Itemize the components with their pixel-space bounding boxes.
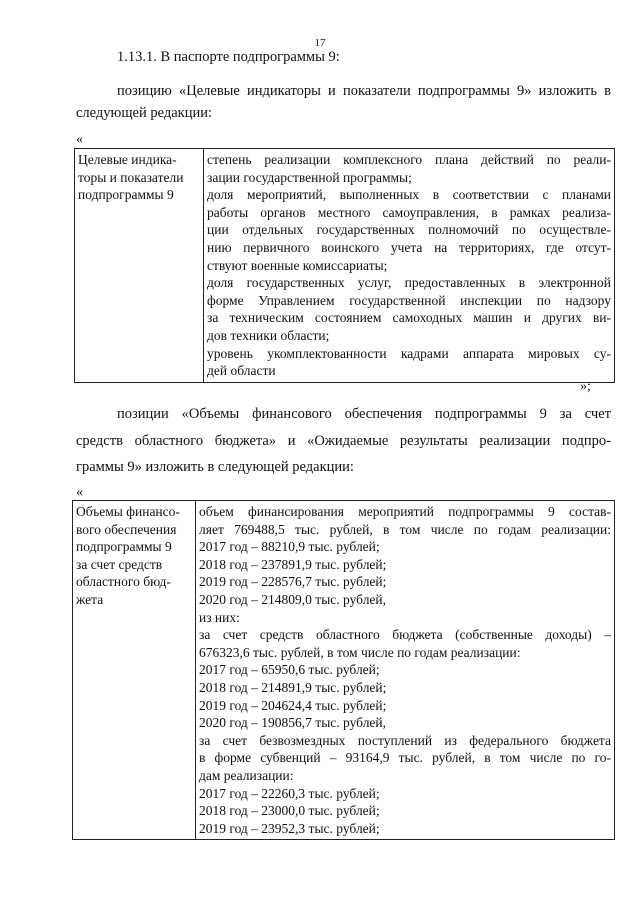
- content-line: зации государственной программы;: [207, 169, 412, 185]
- content-line: 2017 год – 65950,6 тыс. рублей;: [199, 662, 380, 678]
- content-line: степень реализации комплексного плана действий по реали-: [207, 152, 611, 167]
- content-line: 2019 год – 23952,3 тыс. рублей;: [199, 820, 380, 836]
- content-line: дей области: [207, 363, 276, 379]
- indicators-row: [75, 149, 615, 383]
- content-line: дов техники области;: [207, 327, 330, 343]
- content-line: 2019 год – 204624,4 тыс. рублей;: [199, 697, 387, 713]
- label-line: торы и показатели: [78, 169, 184, 185]
- label-line: подпрограммы 9: [78, 187, 174, 203]
- content-line: объем финансирования мероприятий подпрограммы 9 состав-: [199, 504, 611, 519]
- section-heading: 1.13.1. В паспорте подпрограммы 9:: [117, 49, 340, 65]
- content-line: нию первичного воинского учета на территориях, где отсут-: [207, 239, 611, 255]
- indicators-label-cell: [75, 149, 204, 383]
- funding-row: [73, 501, 615, 840]
- label-line: подпрограммы 9: [76, 539, 172, 555]
- content-line: за счет безвозмездных поступлений из федерального бюджета: [199, 732, 611, 748]
- content-line: ляет 769488,5 тыс. рублей, в том числе по годам реализации:: [199, 521, 611, 537]
- label-line: Целевые индика-: [78, 152, 177, 167]
- content-line: в форме субвенций – 93164,9 тыс. рублей, в том числе по го-: [199, 750, 611, 766]
- label-line: жета: [76, 591, 104, 607]
- close-quote-1: »;: [580, 379, 591, 394]
- paragraph-2-line-1: позиции «Объемы финансового обеспечения подпрограммы 9 за счет: [117, 406, 611, 422]
- content-line: 676323,6 тыс. рублей, в том числе по годам реализации:: [199, 644, 521, 660]
- funding-table: [72, 500, 615, 840]
- open-quote-1: «: [76, 132, 83, 147]
- content-line: 2018 год – 214891,9 тыс. рублей;: [199, 679, 387, 695]
- content-line: за техническим состоянием самоходных машин и других ви-: [207, 310, 611, 326]
- content-line: работы органов местного самоуправления, в рамках реализа-: [207, 204, 611, 220]
- label-line: Объемы финансо-: [76, 504, 180, 519]
- content-line: 2018 год – 23000,0 тыс. рублей;: [199, 803, 380, 819]
- content-line: дам реализации:: [199, 767, 294, 783]
- paragraph-1-line-2: следующей редакции:: [76, 105, 213, 121]
- funding-content-cell: [196, 501, 615, 840]
- content-line: за счет средств областного бюджета (собственные доходы) –: [199, 627, 611, 643]
- content-line: 2017 год – 22260,3 тыс. рублей;: [199, 785, 380, 801]
- paragraph-2-line-2: средств областного бюджета» и «Ожидаемые результаты реализации подпро-: [76, 433, 611, 449]
- content-line: 2020 год – 190856,7 тыс. рублей,: [199, 715, 387, 731]
- content-line: из них:: [199, 609, 240, 625]
- page-number: 17: [314, 37, 326, 49]
- content-line: форме Управлением государственной инспекции по надзору: [207, 292, 611, 308]
- label-line: областного бюд-: [76, 574, 171, 590]
- content-line: ции отдельных государственных полномочий по осуществле-: [207, 222, 611, 238]
- funding-label-cell: [73, 501, 196, 840]
- label-line: вого обеспечения: [76, 521, 177, 537]
- label-line: за счет средств: [76, 556, 163, 572]
- content-line: ствуют военные комиссариаты;: [207, 257, 388, 273]
- content-line: 2018 год – 237891,9 тыс. рублей;: [199, 556, 387, 572]
- paragraph-1-line-1: позицию «Целевые индикаторы и показатели подпрограммы 9» изложить в: [117, 83, 611, 99]
- content-line: 2020 год – 214809,0 тыс. рублей,: [199, 591, 387, 607]
- content-line: доля государственных услуг, предоставленных в электронной: [207, 275, 611, 291]
- content-line: 2019 год – 228576,7 тыс. рублей;: [199, 574, 387, 590]
- content-line: уровень укомплектованности кадрами аппарата мировых су-: [207, 345, 611, 361]
- paragraph-2-line-3: граммы 9» изложить в следующей редакции:: [76, 459, 354, 475]
- indicators-table: [74, 148, 615, 383]
- indicators-content-cell: [204, 149, 615, 383]
- content-line: 2017 год – 88210,9 тыс. рублей;: [199, 539, 380, 555]
- content-line: доля мероприятий, выполненных в соответствии с планами: [207, 187, 611, 203]
- open-quote-2: «: [76, 485, 83, 500]
